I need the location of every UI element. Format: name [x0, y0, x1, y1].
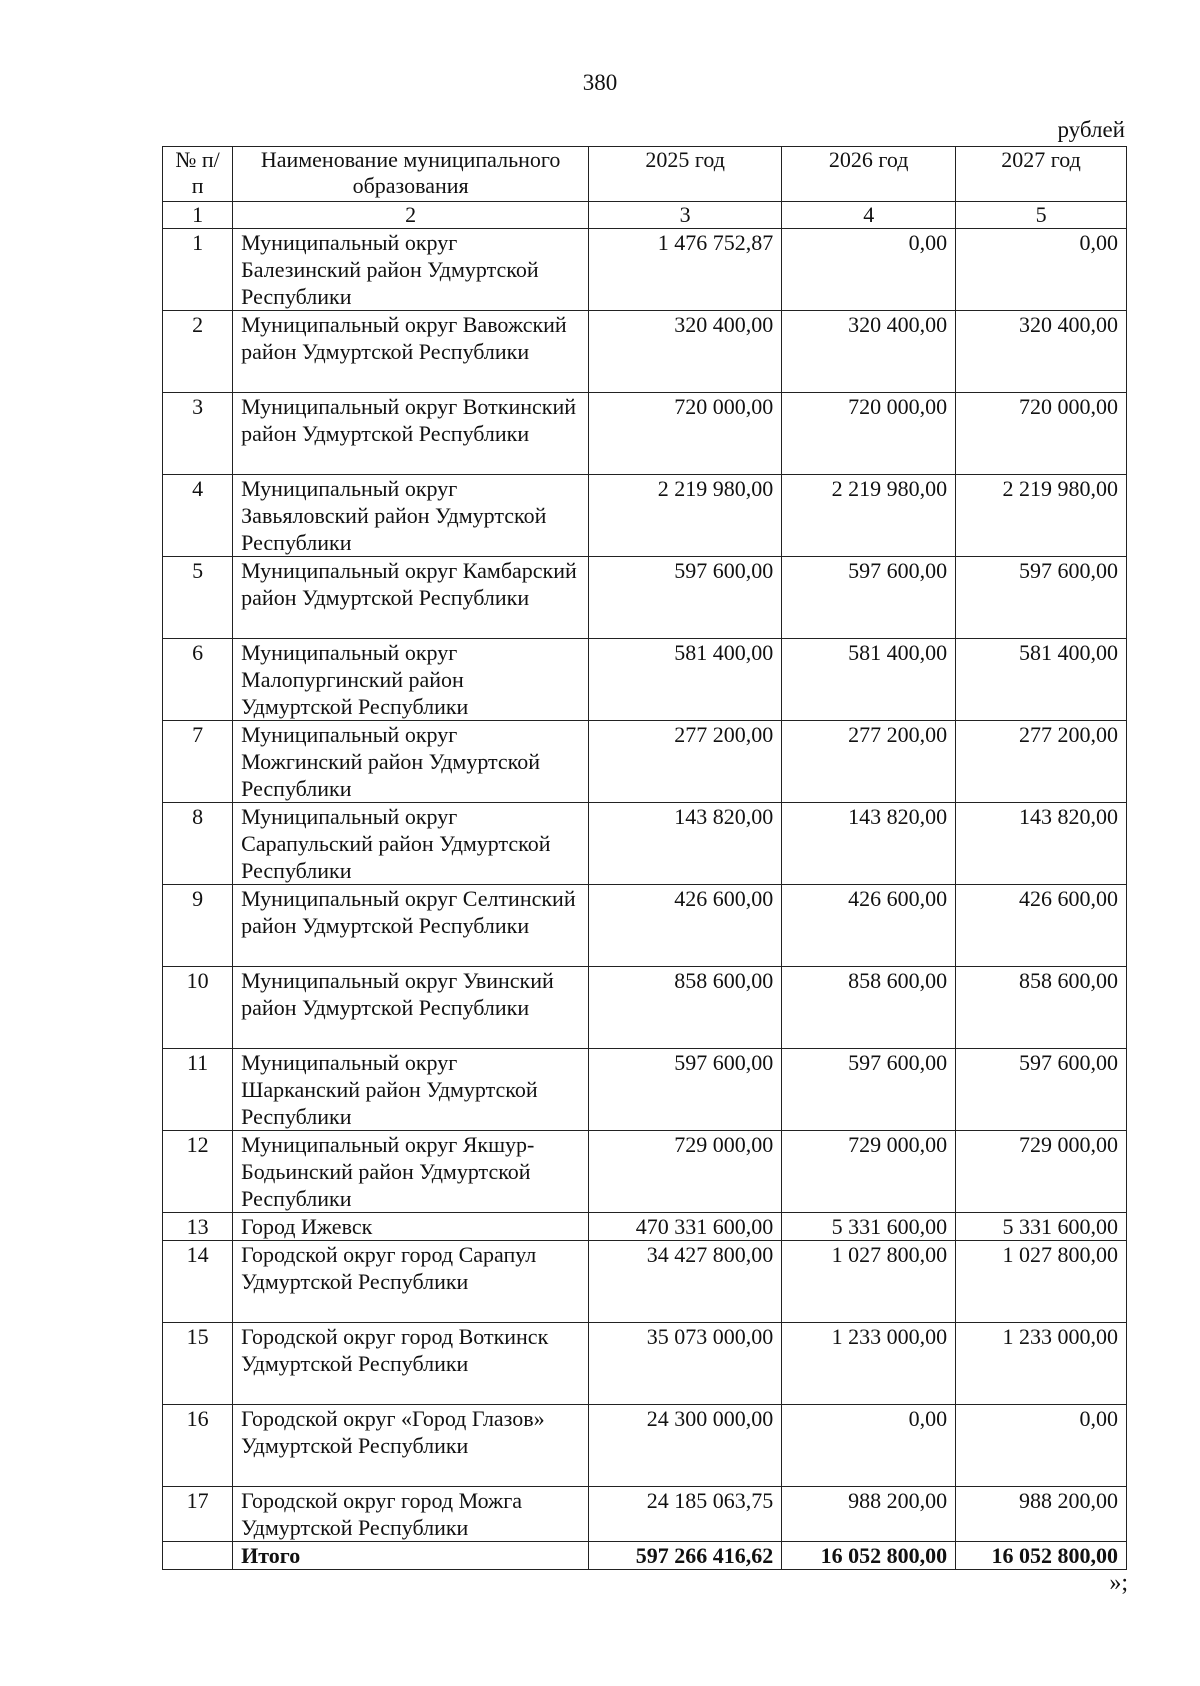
row-number: 1: [163, 229, 233, 311]
row-number: 2: [163, 311, 233, 393]
value-2026: 1 233 000,00: [782, 1323, 956, 1405]
table-row: [163, 1405, 1127, 1487]
municipality-name: Муниципальный округ Вавожский район Удмуртской Республики: [233, 311, 589, 393]
municipality-name: Муниципальный округ Шарканский район Удмуртской Республики: [233, 1049, 589, 1131]
value-2025: 143 820,00: [589, 803, 782, 885]
value-2026: 0,00: [782, 1405, 956, 1487]
table-row: [163, 639, 1127, 721]
value-2025: 35 073 000,00: [589, 1323, 782, 1405]
units-label: рублей: [1057, 117, 1125, 142]
value-2027: 597 600,00: [956, 1049, 1127, 1131]
value-2026: 2 219 980,00: [782, 475, 956, 557]
budget-table: [162, 146, 1127, 1570]
total-label: Итого: [233, 1542, 589, 1570]
row-number: 5: [163, 557, 233, 639]
value-2026: 0,00: [782, 229, 956, 311]
value-2026: 320 400,00: [782, 311, 956, 393]
total-number-empty: [163, 1542, 233, 1570]
value-2027: 581 400,00: [956, 639, 1127, 721]
value-2025: 729 000,00: [589, 1131, 782, 1213]
row-number: 4: [163, 475, 233, 557]
value-2025: 597 600,00: [589, 557, 782, 639]
municipality-name: Город Ижевск: [233, 1213, 589, 1241]
value-2027: 988 200,00: [956, 1487, 1127, 1542]
value-2025: 426 600,00: [589, 885, 782, 967]
table-row: [163, 1049, 1127, 1131]
value-2026: 858 600,00: [782, 967, 956, 1049]
table-row: [163, 311, 1127, 393]
value-2027: 729 000,00: [956, 1131, 1127, 1213]
table-row: [163, 721, 1127, 803]
value-2027: 1 233 000,00: [956, 1323, 1127, 1405]
row-number: 3: [163, 393, 233, 475]
header-name: Наименование муниципального образования: [233, 147, 589, 202]
value-2027: 858 600,00: [956, 967, 1127, 1049]
table-row: [163, 967, 1127, 1049]
table-row: [163, 393, 1127, 475]
value-2027: 597 600,00: [956, 557, 1127, 639]
row-number: 8: [163, 803, 233, 885]
municipality-name: Муниципальный округ Сарапульский район Удмуртской Республики: [233, 803, 589, 885]
page-number: 380: [582, 70, 618, 95]
table-row: [163, 1131, 1127, 1213]
row-number: 14: [163, 1241, 233, 1323]
header-2027: 2027 год: [956, 147, 1127, 202]
column-index: 5: [956, 202, 1127, 229]
table-row: [163, 803, 1127, 885]
municipality-name: Муниципальный округ Завьяловский район Удмуртской Республики: [233, 475, 589, 557]
total-2026: 16 052 800,00: [782, 1542, 956, 1570]
value-2026: 729 000,00: [782, 1131, 956, 1213]
municipality-name: Городской округ город Сарапул Удмуртской Республики: [233, 1241, 589, 1323]
value-2025: 470 331 600,00: [589, 1213, 782, 1241]
value-2025: 858 600,00: [589, 967, 782, 1049]
municipality-name: Муниципальный округ Малопургинский район Удмуртской Республики: [233, 639, 589, 721]
table-row: [163, 1213, 1127, 1241]
header-2026: 2026 год: [782, 147, 956, 202]
value-2026: 1 027 800,00: [782, 1241, 956, 1323]
value-2027: 5 331 600,00: [956, 1213, 1127, 1241]
row-number: 7: [163, 721, 233, 803]
value-2025: 277 200,00: [589, 721, 782, 803]
row-number: 9: [163, 885, 233, 967]
value-2025: 2 219 980,00: [589, 475, 782, 557]
municipality-name: Муниципальный округ Камбарский район Удмуртской Республики: [233, 557, 589, 639]
row-number: 6: [163, 639, 233, 721]
value-2025: 34 427 800,00: [589, 1241, 782, 1323]
municipality-name: Городской округ город Можга Удмуртской Республики: [233, 1487, 589, 1542]
row-number: 16: [163, 1405, 233, 1487]
table-row: [163, 1241, 1127, 1323]
value-2027: 426 600,00: [956, 885, 1127, 967]
total-row: [163, 1542, 1127, 1570]
value-2027: 1 027 800,00: [956, 1241, 1127, 1323]
value-2027: 2 219 980,00: [956, 475, 1127, 557]
value-2025: 24 185 063,75: [589, 1487, 782, 1542]
header-row: [163, 147, 1127, 202]
value-2025: 1 476 752,87: [589, 229, 782, 311]
table-row: [163, 1323, 1127, 1405]
value-2026: 5 331 600,00: [782, 1213, 956, 1241]
value-2025: 581 400,00: [589, 639, 782, 721]
value-2026: 581 400,00: [782, 639, 956, 721]
table-row: [163, 229, 1127, 311]
value-2026: 277 200,00: [782, 721, 956, 803]
column-index-row: [163, 202, 1127, 229]
municipality-name: Муниципальный округ Якшур-Бодьинский район Удмуртской Республики: [233, 1131, 589, 1213]
column-index: 2: [233, 202, 589, 229]
column-index: 1: [163, 202, 233, 229]
closing-quote-mark: »;: [1109, 1570, 1128, 1596]
value-2025: 320 400,00: [589, 311, 782, 393]
value-2025: 597 600,00: [589, 1049, 782, 1131]
row-number: 12: [163, 1131, 233, 1213]
row-number: 13: [163, 1213, 233, 1241]
municipality-name: Муниципальный округ Увинский район Удмуртской Республики: [233, 967, 589, 1049]
value-2026: 988 200,00: [782, 1487, 956, 1542]
municipality-name: Муниципальный округ Можгинский район Удмуртской Республики: [233, 721, 589, 803]
header-2025: 2025 год: [589, 147, 782, 202]
municipality-name: Городской округ «Город Глазов» Удмуртской Республики: [233, 1405, 589, 1487]
value-2026: 720 000,00: [782, 393, 956, 475]
municipality-name: Городской округ город Воткинск Удмуртской Республики: [233, 1323, 589, 1405]
header-num: № п/п: [163, 147, 233, 202]
value-2027: 277 200,00: [956, 721, 1127, 803]
table-row: [163, 557, 1127, 639]
row-number: 17: [163, 1487, 233, 1542]
value-2027: 720 000,00: [956, 393, 1127, 475]
total-2027: 16 052 800,00: [956, 1542, 1127, 1570]
value-2027: 320 400,00: [956, 311, 1127, 393]
value-2026: 143 820,00: [782, 803, 956, 885]
row-number: 11: [163, 1049, 233, 1131]
table-row: [163, 475, 1127, 557]
column-index: 3: [589, 202, 782, 229]
table-row: [163, 1487, 1127, 1542]
value-2025: 720 000,00: [589, 393, 782, 475]
municipality-name: Муниципальный округ Селтинский район Удмуртской Республики: [233, 885, 589, 967]
total-2025: 597 266 416,62: [589, 1542, 782, 1570]
table-row: [163, 885, 1127, 967]
value-2027: 143 820,00: [956, 803, 1127, 885]
municipality-name: Муниципальный округ Балезинский район Удмуртской Республики: [233, 229, 589, 311]
value-2027: 0,00: [956, 229, 1127, 311]
municipality-name: Муниципальный округ Воткинский район Удмуртской Республики: [233, 393, 589, 475]
row-number: 10: [163, 967, 233, 1049]
value-2026: 426 600,00: [782, 885, 956, 967]
value-2025: 24 300 000,00: [589, 1405, 782, 1487]
column-index: 4: [782, 202, 956, 229]
row-number: 15: [163, 1323, 233, 1405]
value-2026: 597 600,00: [782, 1049, 956, 1131]
value-2026: 597 600,00: [782, 557, 956, 639]
value-2027: 0,00: [956, 1405, 1127, 1487]
